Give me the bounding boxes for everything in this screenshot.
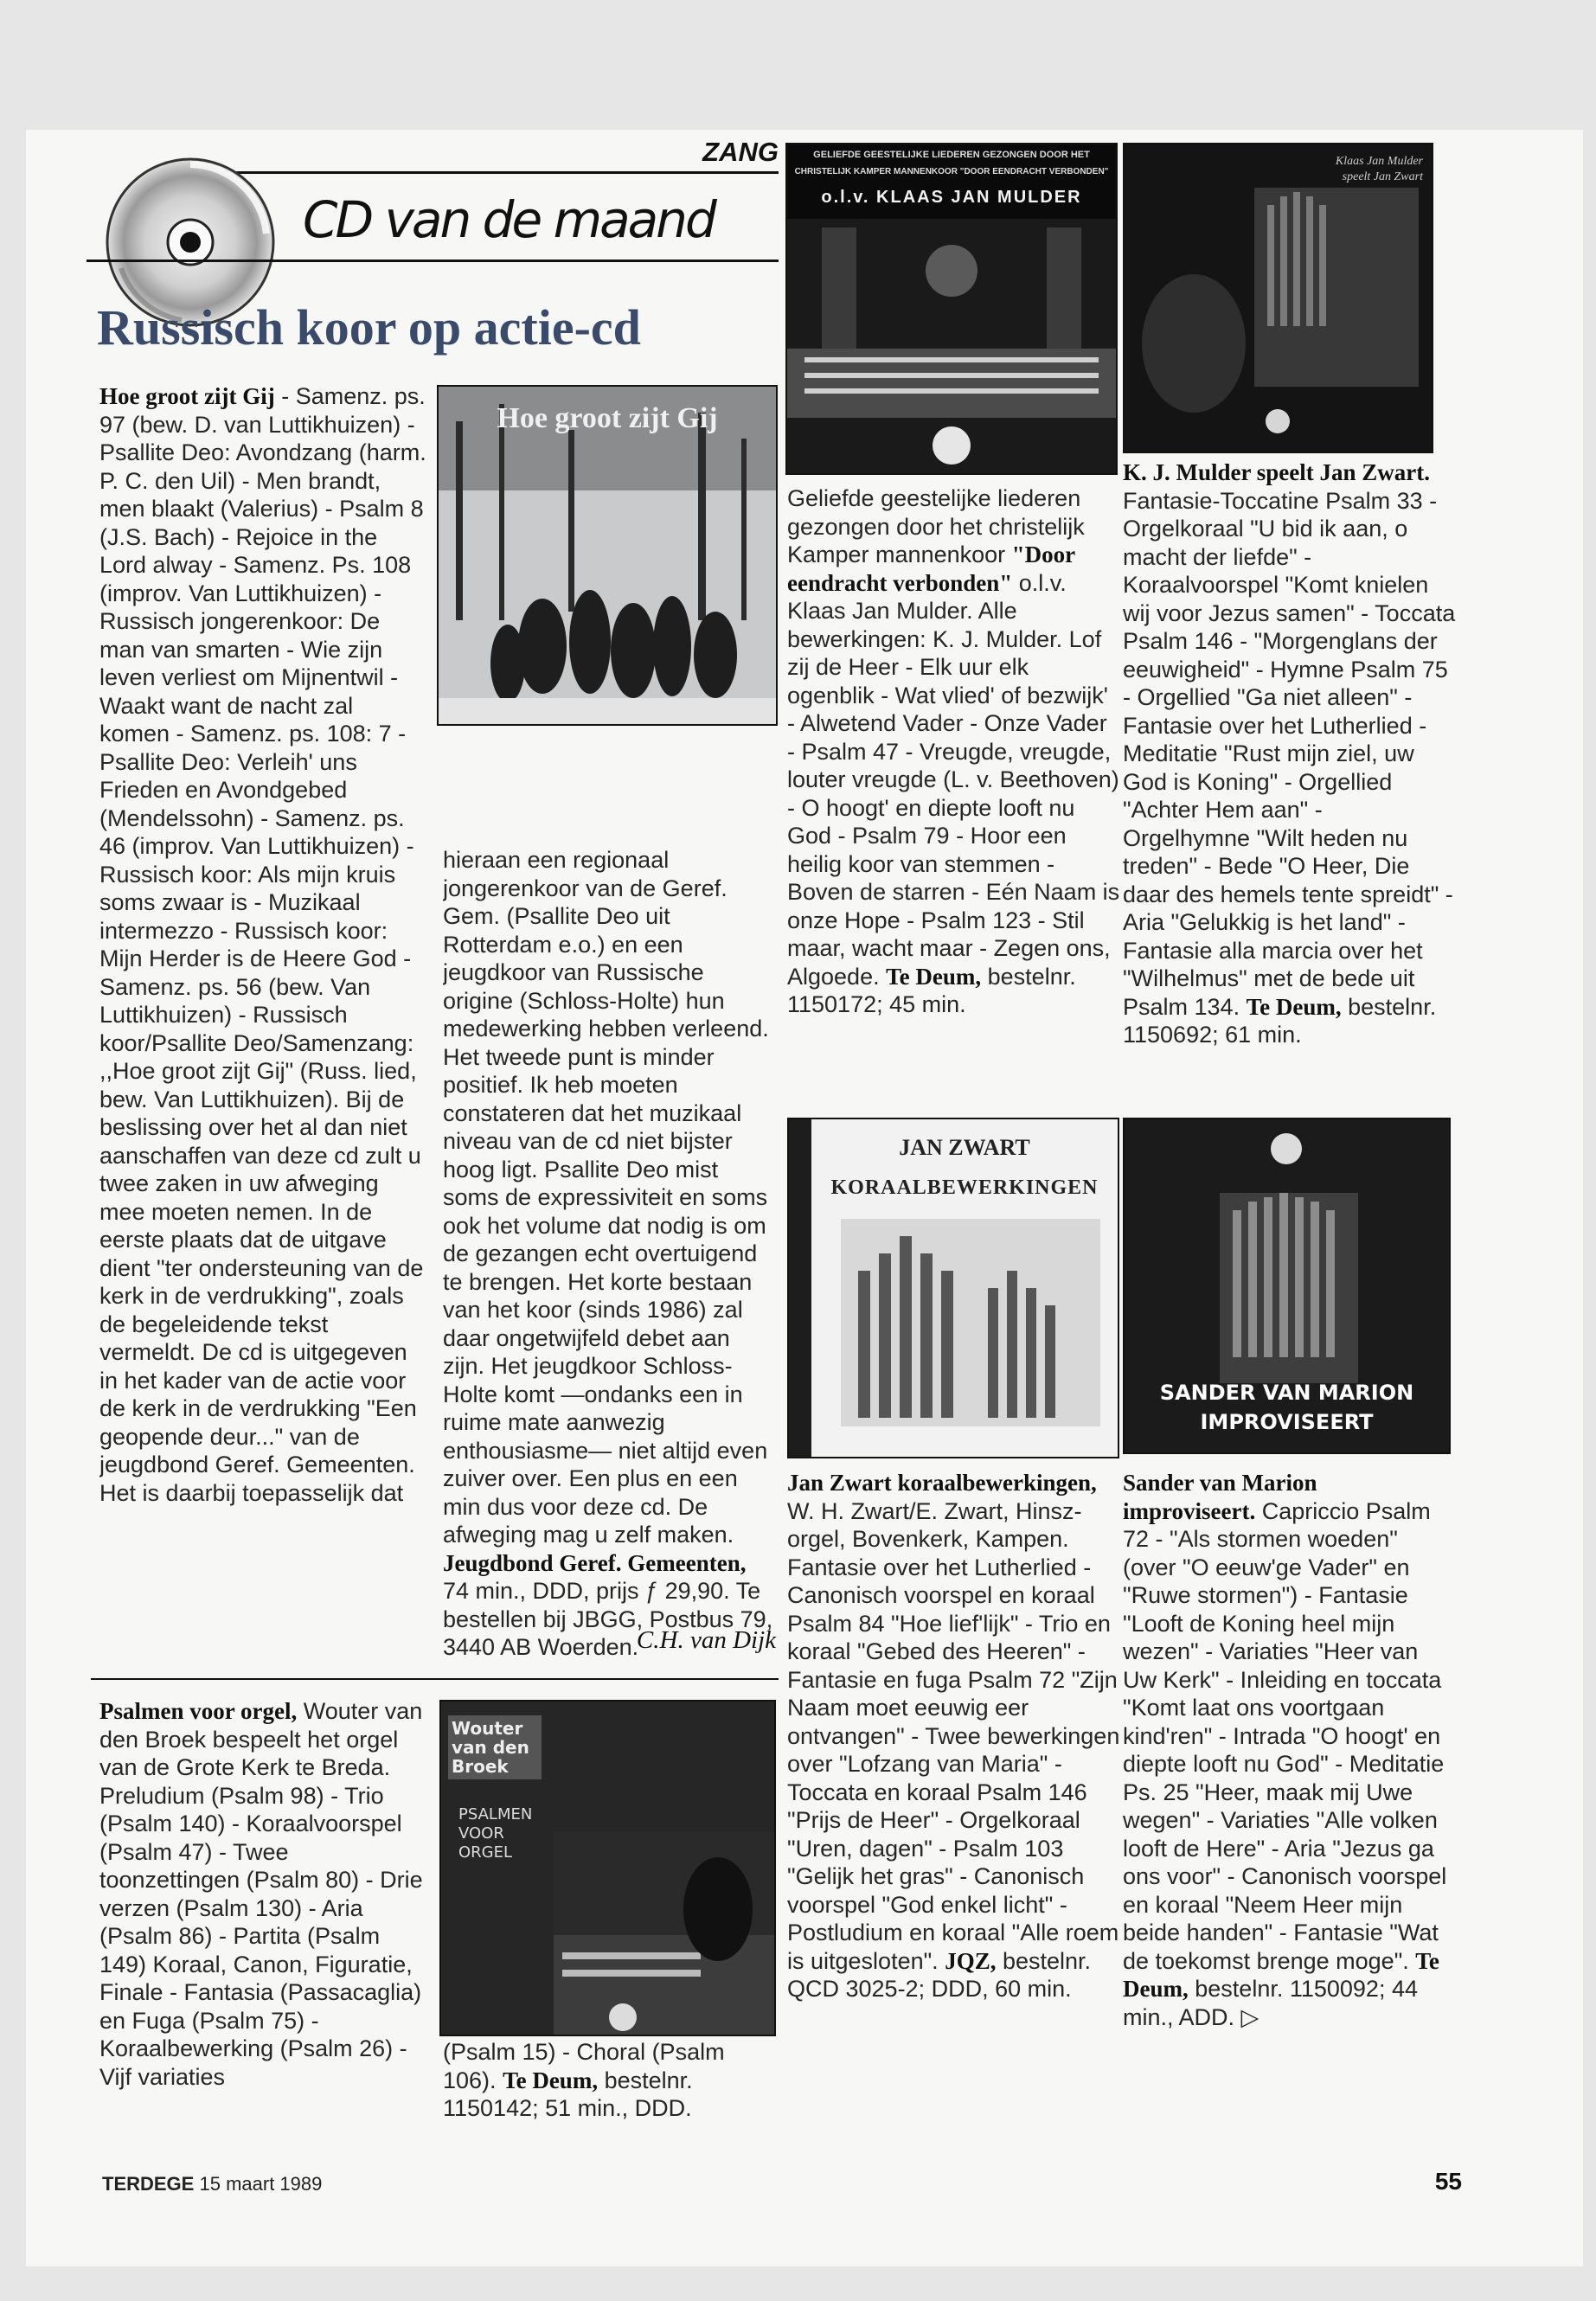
organist-photo [554,1831,774,2035]
organ-pipes-photo [841,1219,1100,1426]
cover-title: KORAALBEWERKINGEN [830,1176,1099,1199]
cover-composer: JAN ZWART [899,1135,1030,1160]
cover-title-2: IMPROVISEERT [1200,1410,1374,1434]
sander-order: bestelnr. 1150092; 44 min., ADD. [1123,1976,1418,2030]
cover-top-line-2: CHRISTELIJK KAMPER MANNENKOOR "DOOR EENDRACHT VERBONDEN" [794,167,1109,176]
psalmen-order: bestelnr. 1150142; 51 min., DDD. [443,2067,693,2121]
choir-review-text: o.l.v. Klaas Jan Mulder. Alle bewerkingen: K. J. Mulder. Lof zij de Heer - Elk uur elk ogenblik - Wat vlied' of bezwijk' - Alwetend Vader - Onze Vader - Psalm 47 - Vreugde, vreugde, louter vreugde (L. v. Beethoven) - O hoogt' en diepte looft nu God - Psalm 79 - Hoor een heilig koor van stemmen - Boven de starren - Eén Naam is onze Hope - Psalm 123 - Stil maar, wacht maar - Zegen ons, Algoede. [787,569,1120,990]
psalmen-review-end [443,2038,776,2133]
cover-artist: Wouter van den Broek [448,1715,542,1779]
koraal-label: JQZ, [945,1947,997,1974]
sander-review [1123,1469,1452,2282]
cover-conductor: o.l.v. KLAAS JAN MULDER [821,188,1082,207]
album-cover-koraalbewerkingen [787,1118,1119,1458]
koraal-review [787,1469,1125,2282]
album-cover-mulder-choir [785,143,1118,475]
koraal-order: bestelnr. QCD 3025-2; DDD, 60 min. [787,1947,1092,2002]
album-cover-psalmen-voor-orgel [439,1700,776,2036]
album-cover-mulder-zwart [1123,143,1433,453]
header-bottom-rule [87,260,779,262]
psalmen-review-text: Wouter van den Broek bespeelt het orgel van de Grote Kerk te Breda. Preludium (Psalm 98) - Trio (Psalm 140) - Koraalvoorspel (Psalm 47) - Twee toonzettingen (Psalm 80) - Drie verzen (Psalm 130) - Aria (Psalm 86) - Partita (Psalm 149) Koraal, Canon, Figuratie, Finale - Fantasia (Passacaglia) en Fuga (Psalm 75) - Koraalbewerking (Psalm 26) - Vijf variaties [99,1698,423,2090]
review-publisher: Jeugdbond Geref. Gemeenten, [443,1549,747,1576]
church-choir-photo [787,219,1116,473]
sander-lead: Sander van Marion improviseert. [1123,1470,1317,1524]
footer-date: 15 maart 1989 [199,2173,323,2195]
album-cover-sander-van-marion [1123,1118,1451,1454]
lower-box-rule [91,1678,779,1680]
review-lead-title: Hoe groot zijt Gij [99,383,275,409]
snow-forest-photo [439,387,776,724]
cover-title: Hoe groot zijt Gij [497,402,718,434]
psalmen-review [99,1697,433,2138]
header-top-rule [199,171,779,174]
column-title: CD van de maand [303,190,715,249]
cover-top-line-1: Klaas Jan Mulder [1335,155,1423,168]
mulder-zwart-order: bestelnr. 1150692; 61 min. [1123,993,1437,1048]
psalmen-label: Te Deum, [503,2067,599,2093]
section-label: ZANG [702,137,779,167]
footer-magazine [102,2173,621,2195]
album-cover-hoe-groot [437,385,778,726]
cover-top-line-1: GELIEFDE GEESTELIJKE LIEDEREN GEZONGEN DOOR HET [813,150,1090,160]
page-number: 55 [1434,2168,1462,2195]
psalmen-review-text-2: (Psalm 15) - Choral (Psalm 106). [443,2039,725,2093]
cover-top-line-2: speelt Jan Zwart [1342,170,1423,183]
mulder-zwart-lead: K. J. Mulder speelt Jan Zwart. [1123,459,1430,485]
mulder-zwart-text: Fantasie-Toccatine Psalm 33 - Orgelkoraal "U bid ik aan, o macht der liefde" - Koraalvoorspel "Komt knielen wij voor Jezus samen" - Toccata Psalm 146 - "Morgenglans der eeuwigheid" - Hymne Psalm 75 - Orgellied "Ga niet alleen" - Fantasie over het Lutherlied - Meditatie "Rust mijn ziel, uw God is Koning" - Orgellied "Achter Hem aan" - Orgelhymne "Wilt heden nu treden" - Bede "O Heer, Die daar des hemels tente spreidt" - Aria "Gelukkig is het land" - Fantasie alla marcia over het "Wilhelmus" met de bede uit Psalm 134. [1123,487,1456,1020]
choir-name: "Door eendracht verbonden" [787,542,1075,596]
mulder-zwart-label: Te Deum, [1246,993,1342,1020]
sander-review-text: Capriccio Psalm 72 - "Als stormen woeden" (over "O eeuw'ge Vader" en "Ruwe stormen") - Fantasie "Looft de Koning heel mijn wezen" - Variaties "Heer van Uw Kerk" - Inleiding en toccata "Komt laat ons voortgaan kind'ren" - Intrada "O hoogt' en diepte looft nu God" - Meditatie Ps. 25 "Heer, maak mij Uwe wegen" - Variaties "Alle volken looft de Here" - Aria "Jezus ga ons voor" - Canonisch voorspel en koraal "Neem Heer mijn beide handen" - Fantasie "Wat de toekomst brenge moge". [1123,1497,1447,1974]
organ-console-photo [1125,144,1432,452]
cover-title-1: SANDER VAN MARION [1159,1381,1414,1405]
cover-title: PSALMEN VOOR ORGEL [458,1805,533,1862]
magazine-page [26,130,1583,2266]
continued-arrow-icon: ▷ [1240,2003,1259,2030]
footer-magazine-name: TERDEGE [102,2173,195,2195]
psalmen-lead: Psalmen voor orgel, [99,1698,298,1724]
main-review-column-2 [443,846,776,1659]
review-text-2: hieraan een regionaal jongerenkoor van de Geref. Gem. (Psallite Deo uit Rotterdam e.o.) en een jeugdkoor van Russische origine (Schloss-Holte) hun medewerking hebben verleend. Het tweede punt is minder positief. Ik heb moeten constateren dat het muzikaal niveau van de cd niet bijster hoog ligt. Psallite Deo mist soms de expressiviteit en soms ook het volume dat nodig is om de gezangen echt overtuigend te brengen. Het korte bestaan van het koor (sinds 1986) zal daar ongetwijfeld debet aan zijn. Het jeugdkoor Schloss-Holte komt —ondanks een in ruime mate aanwezig enthousiasme— niet altijd even zuiver over. Een plus en een min dus voor deze cd. De afweging mag u zelf maken. [443,847,769,1548]
sander-label: Te Deum, [1123,1947,1439,2002]
koraal-lead: Jan Zwart koraalbewerkingen, [787,1470,1097,1496]
choir-order: bestelnr. 1150172; 45 min. [787,963,1076,1017]
review-author: C.H. van Dijk [636,1626,776,1654]
review-text-1: - Samenz. ps. 97 (bew. D. van Luttikhuizen) - Psallite Deo: Avondzang (harm. P. C. den Uil) - Men brandt, men blaakt (Valerius) - Psalm 8 (J.S. Bach) - Rejoice in the Lord alway - Samenz. Ps. 108 (improv. Van Luttikhuizen) - Russisch jongerenkoor: De man van smarten - Wie zijn leven verliest om Mijnentwil - Waakt want de nacht zal komen - Samenz. ps. 108: 7 - Psallite Deo: Verleih' uns Frieden en Avondgebed (Mendelssohn) - Samenz. ps. 46 (improv. Van Luttikhuizen) - Russisch koor: Als mijn kruis soms zwaar is - Muzikaal intermezzo - Russisch koor: Mijn Herder is de Heere God - Samenz. ps. 56 (bew. Van Luttikhuizen) - Russisch koor/Psallite Deo/Samenzang: ,,Hoe groot zijt Gij" (Russ. lied, bew. Van Luttikhuizen). Bij de beslissing over het al dan niet aanschaffen van deze cd zult u twee zaken in uw afweging mee moeten nemen. In de eerste plaats dat de uitgave dient "ter ondersteuning van de kerk in de verdrukking", zoals de begeleidende tekst vermeldt. De cd is uitgegeven in het kader van de actie voor de kerk in de verdrukking "Een geopende deur..." van de jeugdbond Geref. Gemeenten. Het is daarbij toepasselijk dat [99,383,426,1506]
headline: Russisch koor op actie-cd [97,299,641,356]
review-order-info: 74 min., DDD, prijs ƒ 29,90. Te bestellen bij JBGG, Postbus 79, 3440 AB Woerden. [443,1578,773,1659]
choir-label: Te Deum, [886,963,982,990]
koraal-review-text: W. H. Zwart/E. Zwart, Hinsz-orgel, Bovenkerk, Kampen. Fantasie over het Lutherlied - Canonisch voorspel en koraal Psalm 84 "Hoe lief'lijk" - Trio en koraal "Gebed des Heeren" - Fantasie en fuga Psalm 72 "Zijn Naam moet eeuwig eer ontvangen" - Twee bewerkingen over "Lofzang van Maria" - Toccata en koraal Psalm 146 "Prijs de Heer" - Orgelkoraal "Uren, dagen" - Psalm 103 "Gelijk het gras" - Canonisch voorspel "God enkel licht" - Postludium en koraal "Alle roem is uitgesloten". [787,1497,1120,1974]
main-review-column-1 [99,382,428,1654]
choir-review-intro: Geliefde geestelijke liederen gezongen door het christelijk Kamper mannenkoor [787,485,1085,567]
